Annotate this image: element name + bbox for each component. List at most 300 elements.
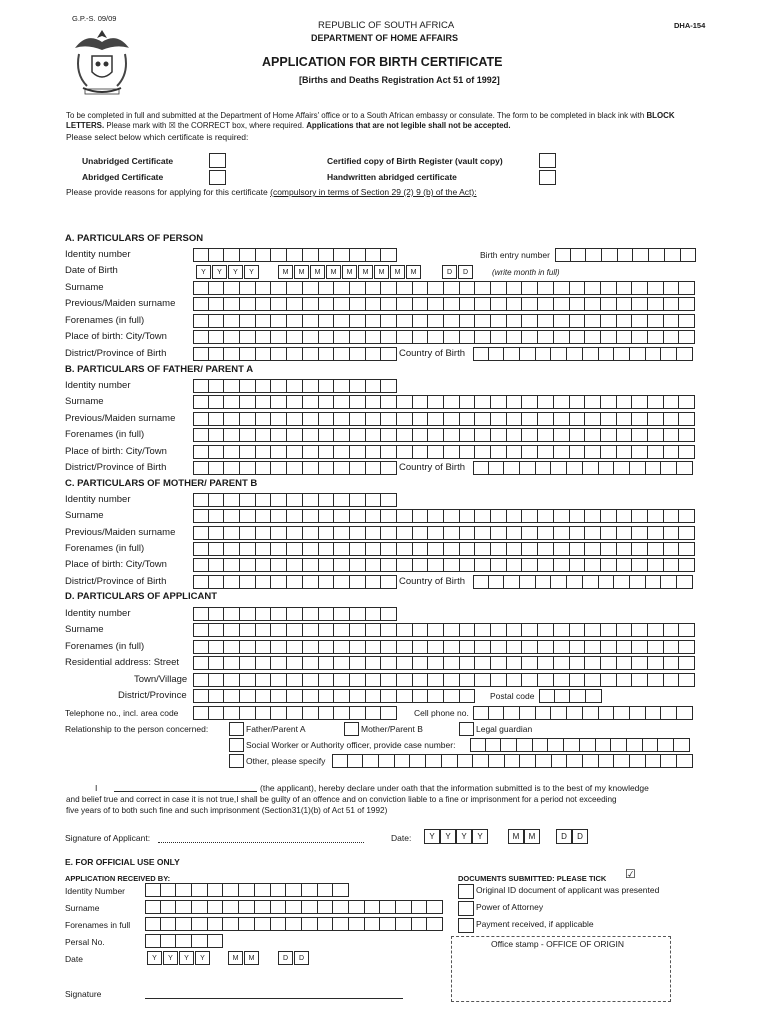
char-cell[interactable] <box>648 445 664 459</box>
char-cell[interactable] <box>145 917 161 931</box>
char-cell[interactable] <box>240 623 256 637</box>
char-cell[interactable] <box>224 542 240 556</box>
char-cell[interactable] <box>486 738 502 752</box>
char-cell[interactable] <box>192 934 208 948</box>
char-cell[interactable] <box>504 461 520 475</box>
a-dob-month-cell[interactable]: M <box>358 265 373 279</box>
char-cell[interactable] <box>271 900 287 914</box>
d-social-checkbox[interactable] <box>229 738 244 752</box>
char-cell[interactable] <box>287 607 303 621</box>
char-cell[interactable] <box>617 656 633 670</box>
char-cell[interactable] <box>363 754 379 768</box>
char-cell[interactable] <box>632 412 648 426</box>
char-cell[interactable] <box>460 509 476 523</box>
char-cell[interactable] <box>208 883 224 897</box>
char-cell[interactable] <box>536 461 552 475</box>
char-cell[interactable] <box>381 493 397 507</box>
char-cell[interactable] <box>585 509 601 523</box>
char-cell[interactable] <box>240 656 256 670</box>
char-cell[interactable] <box>585 640 601 654</box>
char-cell[interactable] <box>286 883 302 897</box>
char-cell[interactable] <box>193 347 209 361</box>
a-dob-year-cell[interactable]: Y <box>212 265 227 279</box>
char-cell[interactable] <box>507 526 523 540</box>
char-cell[interactable] <box>427 900 443 914</box>
char-cell[interactable] <box>580 738 596 752</box>
char-cell[interactable] <box>366 542 382 556</box>
char-cell[interactable] <box>161 883 177 897</box>
char-cell[interactable] <box>350 379 366 393</box>
char-cell[interactable] <box>303 623 319 637</box>
char-cell[interactable] <box>570 330 586 344</box>
c-district-input[interactable] <box>193 575 397 589</box>
a-dob-year-cell[interactable]: Y <box>244 265 259 279</box>
char-cell[interactable] <box>585 673 601 687</box>
e-payment-checkbox[interactable] <box>458 918 474 933</box>
char-cell[interactable] <box>366 395 382 409</box>
char-cell[interactable] <box>209 673 225 687</box>
char-cell[interactable] <box>570 656 586 670</box>
char-cell[interactable] <box>350 395 366 409</box>
char-cell[interactable] <box>224 330 240 344</box>
char-cell[interactable] <box>551 347 567 361</box>
a-surname-input[interactable] <box>193 281 695 295</box>
applicant-date-year[interactable]: Y <box>456 829 472 844</box>
char-cell[interactable] <box>585 330 601 344</box>
char-cell[interactable] <box>271 706 287 720</box>
char-cell[interactable] <box>444 526 460 540</box>
char-cell[interactable] <box>601 330 617 344</box>
char-cell[interactable] <box>381 623 397 637</box>
char-cell[interactable] <box>538 428 554 442</box>
char-cell[interactable] <box>630 347 646 361</box>
char-cell[interactable] <box>161 900 177 914</box>
char-cell[interactable] <box>209 640 225 654</box>
char-cell[interactable] <box>460 558 476 572</box>
char-cell[interactable] <box>491 673 507 687</box>
char-cell[interactable] <box>224 623 240 637</box>
char-cell[interactable] <box>444 689 460 703</box>
char-cell[interactable] <box>507 281 523 295</box>
char-cell[interactable] <box>554 395 570 409</box>
char-cell[interactable] <box>380 900 396 914</box>
char-cell[interactable] <box>491 297 507 311</box>
char-cell[interactable] <box>350 640 366 654</box>
char-cell[interactable] <box>271 640 287 654</box>
cert-abridged-checkbox[interactable] <box>209 170 226 185</box>
char-cell[interactable] <box>240 706 256 720</box>
char-cell[interactable] <box>209 428 225 442</box>
char-cell[interactable] <box>507 509 523 523</box>
char-cell[interactable] <box>224 640 240 654</box>
char-cell[interactable] <box>256 297 272 311</box>
char-cell[interactable] <box>460 445 476 459</box>
char-cell[interactable] <box>617 526 633 540</box>
char-cell[interactable] <box>460 428 476 442</box>
declaration-name-line[interactable] <box>114 791 257 792</box>
char-cell[interactable] <box>665 248 681 262</box>
char-cell[interactable] <box>381 558 397 572</box>
char-cell[interactable] <box>570 445 586 459</box>
char-cell[interactable] <box>350 461 366 475</box>
char-cell[interactable] <box>381 412 397 426</box>
char-cell[interactable] <box>209 656 225 670</box>
char-cell[interactable] <box>319 558 335 572</box>
char-cell[interactable] <box>599 347 615 361</box>
a-dob-month-cell[interactable]: M <box>278 265 293 279</box>
char-cell[interactable] <box>240 542 256 556</box>
char-cell[interactable] <box>381 330 397 344</box>
char-cell[interactable] <box>583 706 599 720</box>
char-cell[interactable] <box>428 526 444 540</box>
char-cell[interactable] <box>536 347 552 361</box>
char-cell[interactable] <box>491 412 507 426</box>
char-cell[interactable] <box>617 395 633 409</box>
a-country-input[interactable] <box>473 347 693 361</box>
char-cell[interactable] <box>520 575 536 589</box>
char-cell[interactable] <box>538 526 554 540</box>
char-cell[interactable] <box>460 314 476 328</box>
char-cell[interactable] <box>319 575 335 589</box>
char-cell[interactable] <box>255 917 271 931</box>
char-cell[interactable] <box>209 542 225 556</box>
char-cell[interactable] <box>536 754 552 768</box>
char-cell[interactable] <box>395 754 411 768</box>
char-cell[interactable] <box>366 607 382 621</box>
char-cell[interactable] <box>303 558 319 572</box>
char-cell[interactable] <box>271 558 287 572</box>
char-cell[interactable] <box>287 428 303 442</box>
char-cell[interactable] <box>571 248 587 262</box>
char-cell[interactable] <box>475 526 491 540</box>
d-other-checkbox[interactable] <box>229 754 244 768</box>
char-cell[interactable] <box>366 558 382 572</box>
char-cell[interactable] <box>649 248 665 262</box>
char-cell[interactable] <box>224 297 240 311</box>
char-cell[interactable] <box>240 314 256 328</box>
e-signature-line[interactable] <box>145 998 403 999</box>
char-cell[interactable] <box>350 706 366 720</box>
char-cell[interactable] <box>209 493 225 507</box>
char-cell[interactable] <box>664 297 680 311</box>
char-cell[interactable] <box>599 706 615 720</box>
char-cell[interactable] <box>176 917 192 931</box>
char-cell[interactable] <box>618 248 634 262</box>
char-cell[interactable] <box>536 706 552 720</box>
char-cell[interactable] <box>334 607 350 621</box>
char-cell[interactable] <box>504 347 520 361</box>
char-cell[interactable] <box>176 934 192 948</box>
char-cell[interactable] <box>583 461 599 475</box>
a-dob-month-cell[interactable]: M <box>310 265 325 279</box>
char-cell[interactable] <box>334 314 350 328</box>
char-cell[interactable] <box>632 558 648 572</box>
char-cell[interactable] <box>349 917 365 931</box>
char-cell[interactable] <box>287 395 303 409</box>
a-forenames-input[interactable] <box>193 314 695 328</box>
char-cell[interactable] <box>350 297 366 311</box>
char-cell[interactable] <box>365 900 381 914</box>
char-cell[interactable] <box>661 754 677 768</box>
char-cell[interactable] <box>475 673 491 687</box>
char-cell[interactable] <box>677 347 693 361</box>
char-cell[interactable] <box>381 673 397 687</box>
char-cell[interactable] <box>319 493 335 507</box>
e-date-day[interactable]: D <box>278 951 293 965</box>
char-cell[interactable] <box>475 656 491 670</box>
char-cell[interactable] <box>271 575 287 589</box>
char-cell[interactable] <box>601 623 617 637</box>
char-cell[interactable] <box>224 379 240 393</box>
char-cell[interactable] <box>319 314 335 328</box>
char-cell[interactable] <box>570 297 586 311</box>
char-cell[interactable] <box>193 379 209 393</box>
char-cell[interactable] <box>601 640 617 654</box>
e-surname-input[interactable] <box>145 900 443 914</box>
a-dob-year-cell[interactable]: Y <box>228 265 243 279</box>
char-cell[interactable] <box>567 575 583 589</box>
char-cell[interactable] <box>240 575 256 589</box>
char-cell[interactable] <box>505 754 521 768</box>
char-cell[interactable] <box>679 330 695 344</box>
char-cell[interactable] <box>473 347 489 361</box>
char-cell[interactable] <box>256 575 272 589</box>
char-cell[interactable] <box>193 673 209 687</box>
char-cell[interactable] <box>239 900 255 914</box>
char-cell[interactable] <box>224 281 240 295</box>
char-cell[interactable] <box>350 281 366 295</box>
char-cell[interactable] <box>334 493 350 507</box>
char-cell[interactable] <box>428 445 444 459</box>
char-cell[interactable] <box>658 738 674 752</box>
char-cell[interactable] <box>256 656 272 670</box>
d-postal-input[interactable] <box>539 689 602 703</box>
char-cell[interactable] <box>444 445 460 459</box>
char-cell[interactable] <box>507 395 523 409</box>
char-cell[interactable] <box>491 281 507 295</box>
char-cell[interactable] <box>570 509 586 523</box>
char-cell[interactable] <box>491 445 507 459</box>
char-cell[interactable] <box>193 281 209 295</box>
char-cell[interactable] <box>507 558 523 572</box>
char-cell[interactable] <box>397 281 413 295</box>
char-cell[interactable] <box>491 314 507 328</box>
char-cell[interactable] <box>679 428 695 442</box>
char-cell[interactable] <box>539 689 555 703</box>
char-cell[interactable] <box>522 412 538 426</box>
char-cell[interactable] <box>319 248 335 262</box>
char-cell[interactable] <box>256 395 272 409</box>
char-cell[interactable] <box>287 461 303 475</box>
char-cell[interactable] <box>256 281 272 295</box>
char-cell[interactable] <box>632 640 648 654</box>
char-cell[interactable] <box>617 673 633 687</box>
d-guardian-checkbox[interactable] <box>459 722 474 736</box>
char-cell[interactable] <box>632 314 648 328</box>
char-cell[interactable] <box>287 509 303 523</box>
char-cell[interactable] <box>271 412 287 426</box>
b-district-input[interactable] <box>193 461 397 475</box>
char-cell[interactable] <box>332 754 348 768</box>
char-cell[interactable] <box>319 673 335 687</box>
char-cell[interactable] <box>287 281 303 295</box>
char-cell[interactable] <box>617 509 633 523</box>
char-cell[interactable] <box>303 281 319 295</box>
char-cell[interactable] <box>350 623 366 637</box>
char-cell[interactable] <box>366 689 382 703</box>
char-cell[interactable] <box>303 248 319 262</box>
char-cell[interactable] <box>240 379 256 393</box>
d-forenames-input[interactable] <box>193 640 695 654</box>
char-cell[interactable] <box>428 281 444 295</box>
char-cell[interactable] <box>256 445 272 459</box>
char-cell[interactable] <box>585 445 601 459</box>
char-cell[interactable] <box>381 314 397 328</box>
char-cell[interactable] <box>381 640 397 654</box>
char-cell[interactable] <box>333 883 349 897</box>
char-cell[interactable] <box>256 248 272 262</box>
char-cell[interactable] <box>413 314 429 328</box>
char-cell[interactable] <box>396 900 412 914</box>
char-cell[interactable] <box>601 526 617 540</box>
char-cell[interactable] <box>379 754 395 768</box>
char-cell[interactable] <box>303 379 319 393</box>
char-cell[interactable] <box>240 395 256 409</box>
e-original-id-checkbox[interactable] <box>458 884 474 899</box>
char-cell[interactable] <box>632 656 648 670</box>
char-cell[interactable] <box>350 542 366 556</box>
char-cell[interactable] <box>224 575 240 589</box>
char-cell[interactable] <box>617 297 633 311</box>
char-cell[interactable] <box>648 673 664 687</box>
char-cell[interactable] <box>303 509 319 523</box>
char-cell[interactable] <box>302 900 318 914</box>
char-cell[interactable] <box>679 445 695 459</box>
char-cell[interactable] <box>381 379 397 393</box>
char-cell[interactable] <box>303 297 319 311</box>
char-cell[interactable] <box>460 542 476 556</box>
e-identity-input[interactable] <box>145 883 349 897</box>
char-cell[interactable] <box>491 542 507 556</box>
char-cell[interactable] <box>473 754 489 768</box>
char-cell[interactable] <box>319 445 335 459</box>
c-maiden-input[interactable] <box>193 526 695 540</box>
char-cell[interactable] <box>193 314 209 328</box>
char-cell[interactable] <box>664 640 680 654</box>
char-cell[interactable] <box>224 428 240 442</box>
char-cell[interactable] <box>601 281 617 295</box>
char-cell[interactable] <box>554 412 570 426</box>
char-cell[interactable] <box>491 395 507 409</box>
char-cell[interactable] <box>240 330 256 344</box>
char-cell[interactable] <box>303 575 319 589</box>
char-cell[interactable] <box>475 281 491 295</box>
e-date-month[interactable]: M <box>244 951 259 965</box>
char-cell[interactable] <box>554 558 570 572</box>
char-cell[interactable] <box>520 706 536 720</box>
char-cell[interactable] <box>256 412 272 426</box>
char-cell[interactable] <box>397 395 413 409</box>
char-cell[interactable] <box>193 607 209 621</box>
char-cell[interactable] <box>256 623 272 637</box>
char-cell[interactable] <box>554 526 570 540</box>
char-cell[interactable] <box>679 281 695 295</box>
char-cell[interactable] <box>240 412 256 426</box>
char-cell[interactable] <box>240 558 256 572</box>
char-cell[interactable] <box>679 542 695 556</box>
char-cell[interactable] <box>507 297 523 311</box>
char-cell[interactable] <box>381 689 397 703</box>
char-cell[interactable] <box>413 656 429 670</box>
char-cell[interactable] <box>601 428 617 442</box>
char-cell[interactable] <box>256 330 272 344</box>
char-cell[interactable] <box>240 281 256 295</box>
char-cell[interactable] <box>303 428 319 442</box>
char-cell[interactable] <box>661 706 677 720</box>
char-cell[interactable] <box>677 461 693 475</box>
char-cell[interactable] <box>491 623 507 637</box>
char-cell[interactable] <box>617 445 633 459</box>
char-cell[interactable] <box>334 412 350 426</box>
char-cell[interactable] <box>491 428 507 442</box>
char-cell[interactable] <box>570 314 586 328</box>
char-cell[interactable] <box>240 673 256 687</box>
char-cell[interactable] <box>585 428 601 442</box>
char-cell[interactable] <box>381 248 397 262</box>
char-cell[interactable] <box>319 428 335 442</box>
char-cell[interactable] <box>538 542 554 556</box>
char-cell[interactable] <box>507 330 523 344</box>
char-cell[interactable] <box>646 706 662 720</box>
char-cell[interactable] <box>460 412 476 426</box>
char-cell[interactable] <box>319 379 335 393</box>
char-cell[interactable] <box>319 395 335 409</box>
char-cell[interactable] <box>287 623 303 637</box>
char-cell[interactable] <box>664 509 680 523</box>
char-cell[interactable] <box>413 623 429 637</box>
char-cell[interactable] <box>209 623 225 637</box>
char-cell[interactable] <box>208 934 224 948</box>
char-cell[interactable] <box>223 917 239 931</box>
char-cell[interactable] <box>538 623 554 637</box>
char-cell[interactable] <box>554 445 570 459</box>
char-cell[interactable] <box>209 607 225 621</box>
char-cell[interactable] <box>366 575 382 589</box>
char-cell[interactable] <box>554 542 570 556</box>
char-cell[interactable] <box>381 461 397 475</box>
char-cell[interactable] <box>538 395 554 409</box>
char-cell[interactable] <box>366 347 382 361</box>
c-surname-input[interactable] <box>193 509 695 523</box>
char-cell[interactable] <box>381 542 397 556</box>
applicant-date-month[interactable]: M <box>508 829 524 844</box>
char-cell[interactable] <box>648 656 664 670</box>
d-mother-checkbox[interactable] <box>344 722 359 736</box>
char-cell[interactable] <box>491 558 507 572</box>
applicant-date-year[interactable]: Y <box>424 829 440 844</box>
char-cell[interactable] <box>145 934 161 948</box>
char-cell[interactable] <box>397 640 413 654</box>
char-cell[interactable] <box>192 900 208 914</box>
char-cell[interactable] <box>240 428 256 442</box>
char-cell[interactable] <box>287 493 303 507</box>
char-cell[interactable] <box>319 656 335 670</box>
char-cell[interactable] <box>381 607 397 621</box>
char-cell[interactable] <box>470 738 486 752</box>
char-cell[interactable] <box>287 673 303 687</box>
char-cell[interactable] <box>271 395 287 409</box>
char-cell[interactable] <box>522 656 538 670</box>
